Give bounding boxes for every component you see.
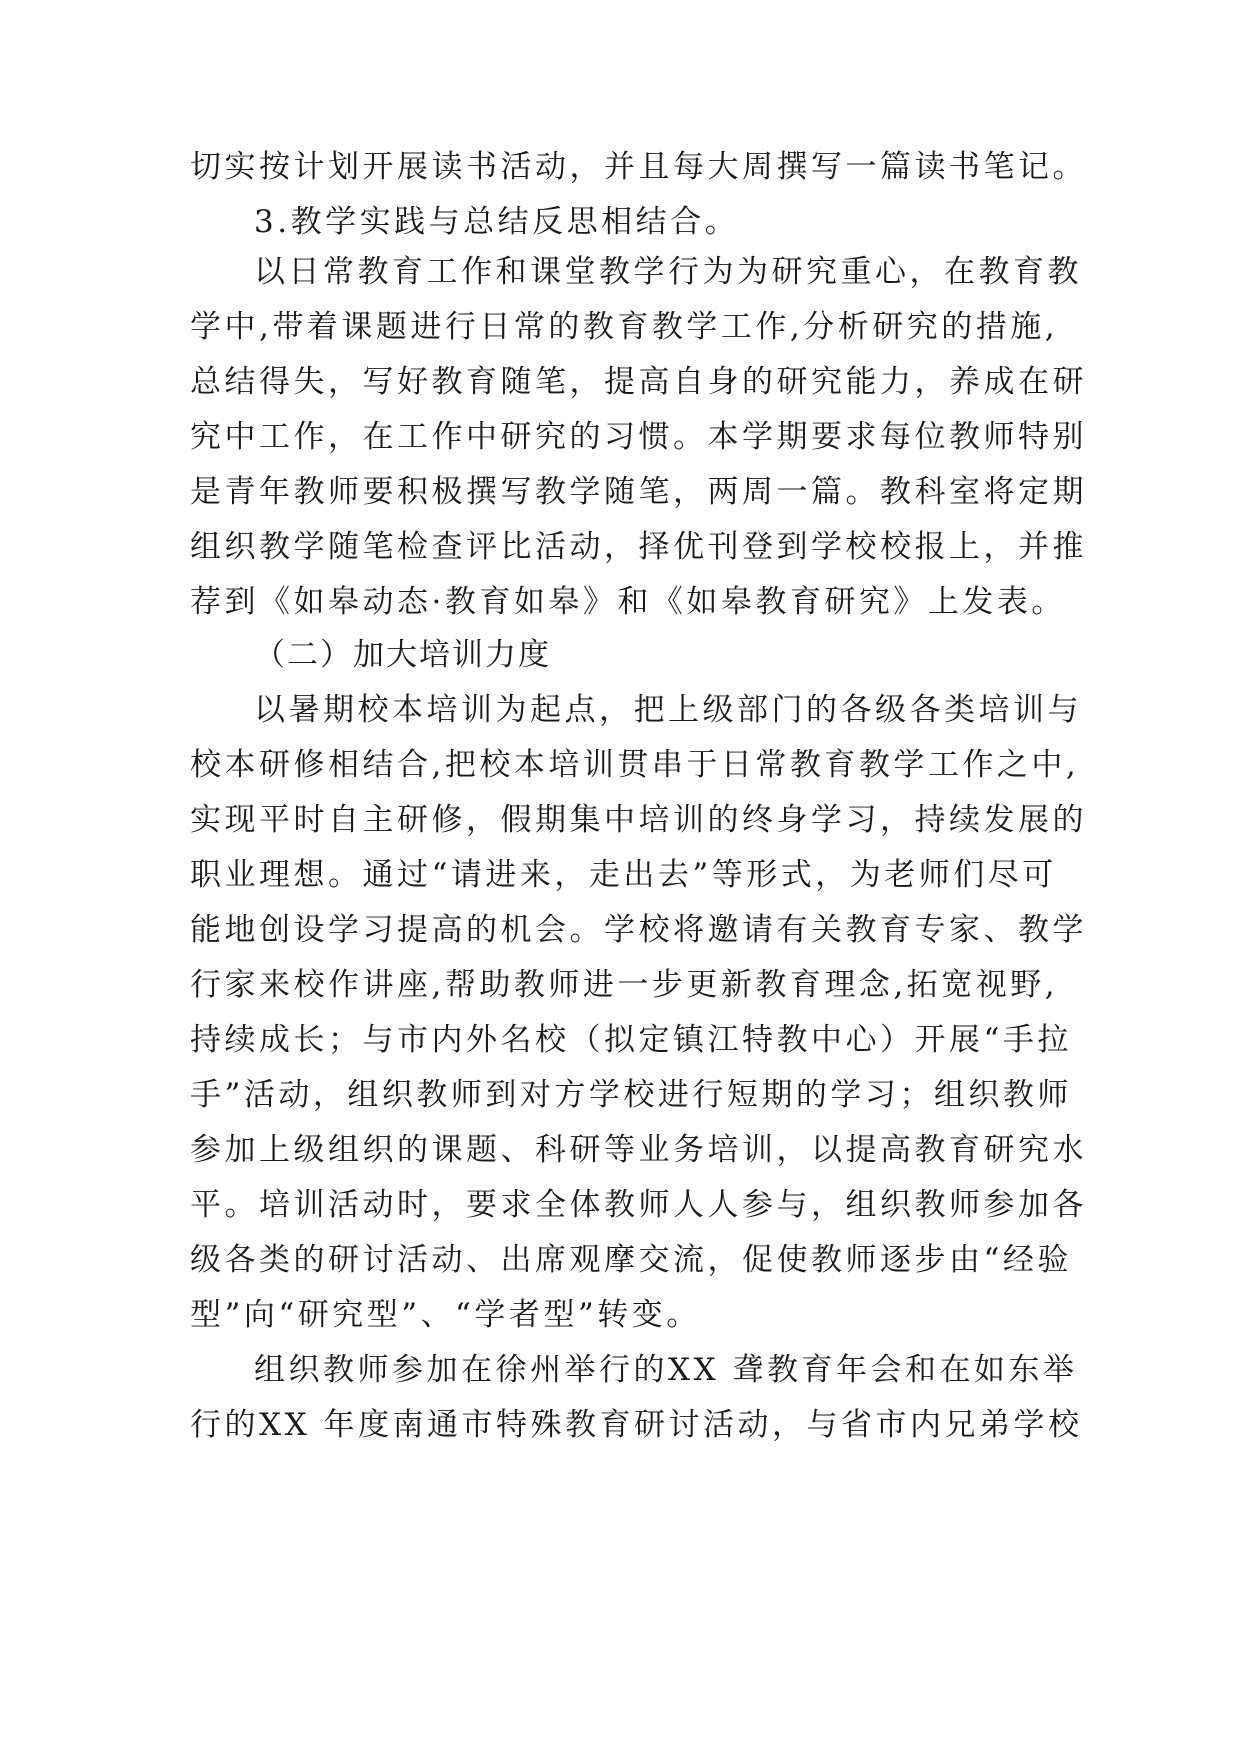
- paragraph-line: 究中工作，在工作中研究的习惯。本学期要求每位教师特别: [190, 419, 1087, 455]
- paragraph-line: 型”向“研究型”、“学者型”转变。: [190, 1297, 701, 1333]
- section-heading: 3.教学实践与总结反思相结合。: [254, 204, 740, 240]
- section-heading: （二）加大培训力度: [254, 637, 551, 673]
- paragraph-line: 行的XX 年度南通市特殊教育研讨活动，与省市内兄弟学校: [190, 1407, 1083, 1443]
- paragraph-line: 平。培训活动时，要求全体教师人人参与，组织教师参加各: [190, 1187, 1087, 1223]
- paragraph-line: 以日常教育工作和课堂教学行为为研究重心，在教育教: [254, 254, 1082, 290]
- paragraph-line: 实现平时自主研修，假期集中培训的终身学习，持续发展的: [190, 802, 1087, 838]
- paragraph-line: 持续成长；与市内外名校（拟定镇江特教中心）开展“手拉: [190, 1022, 1072, 1058]
- paragraph-line: 学中,带着课题进行日常的教育教学工作,分析研究的措施,: [190, 309, 1059, 345]
- paragraph-line: 切实按计划开展读书活动，并且每大周撰写一篇读书笔记。: [190, 149, 1087, 185]
- paragraph-line: 校本研修相结合,把校本培训贯串于日常教育教学工作之中,: [190, 747, 1080, 783]
- paragraph-line: 组织教学随笔检查评比活动，择优刊登到学校校报上，并推: [190, 529, 1087, 565]
- paragraph-line: 级各类的研讨活动、出席观摩交流，促使教师逐步由“经验: [190, 1242, 1072, 1278]
- paragraph-line: 以暑期校本培训为起点，把上级部门的各级各类培训与: [254, 692, 1082, 728]
- paragraph-line: 组织教师参加在徐州举行的XX 聋教育年会和在如东举: [254, 1352, 1078, 1388]
- paragraph-line: 行家来校作讲座,帮助教师进一步更新教育理念,拓宽视野,: [190, 967, 1059, 1003]
- paragraph-line: 总结得失，写好教育随笔，提高自身的研究能力，养成在研: [190, 364, 1087, 400]
- paragraph-line: 参加上级组织的课题、科研等业务培训，以提高教育研究水: [190, 1132, 1087, 1168]
- paragraph-line: 荐到《如皋动态·教育如皋》和《如皋教育研究》上发表。: [190, 584, 1066, 620]
- paragraph-line: 手”活动，组织教师到对方学校进行短期的学习；组织教师: [190, 1077, 1072, 1113]
- paragraph-line: 能地创设学习提高的机会。学校将邀请有关教育专家、教学: [190, 912, 1087, 948]
- paragraph-line: 职业理想。通过“请进来，走出去”等形式，为老师们尽可: [190, 857, 1057, 893]
- paragraph-line: 是青年教师要积极撰写教学随笔，两周一篇。教科室将定期: [190, 474, 1087, 510]
